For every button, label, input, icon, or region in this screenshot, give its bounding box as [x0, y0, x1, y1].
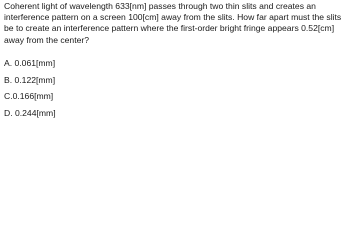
answer-options-list [4, 55, 56, 121]
option-c[interactable]: C.0.166[mm] [4, 91, 54, 101]
option-a[interactable]: A. 0.061[mm] [4, 58, 56, 68]
option-b[interactable]: B. 0.122[mm] [4, 74, 56, 85]
question-text: Coherent light of wavelength 633[nm] passes through two thin slits and creates an interference pattern on a screen 100[cm] away from the slits. How far apart must the slits be to create an interference pattern where the first-order bright fringe appears 0.52[cm] away from the center? [4, 1, 342, 45]
option-d[interactable]: D. 0.244[mm] [4, 107, 56, 118]
